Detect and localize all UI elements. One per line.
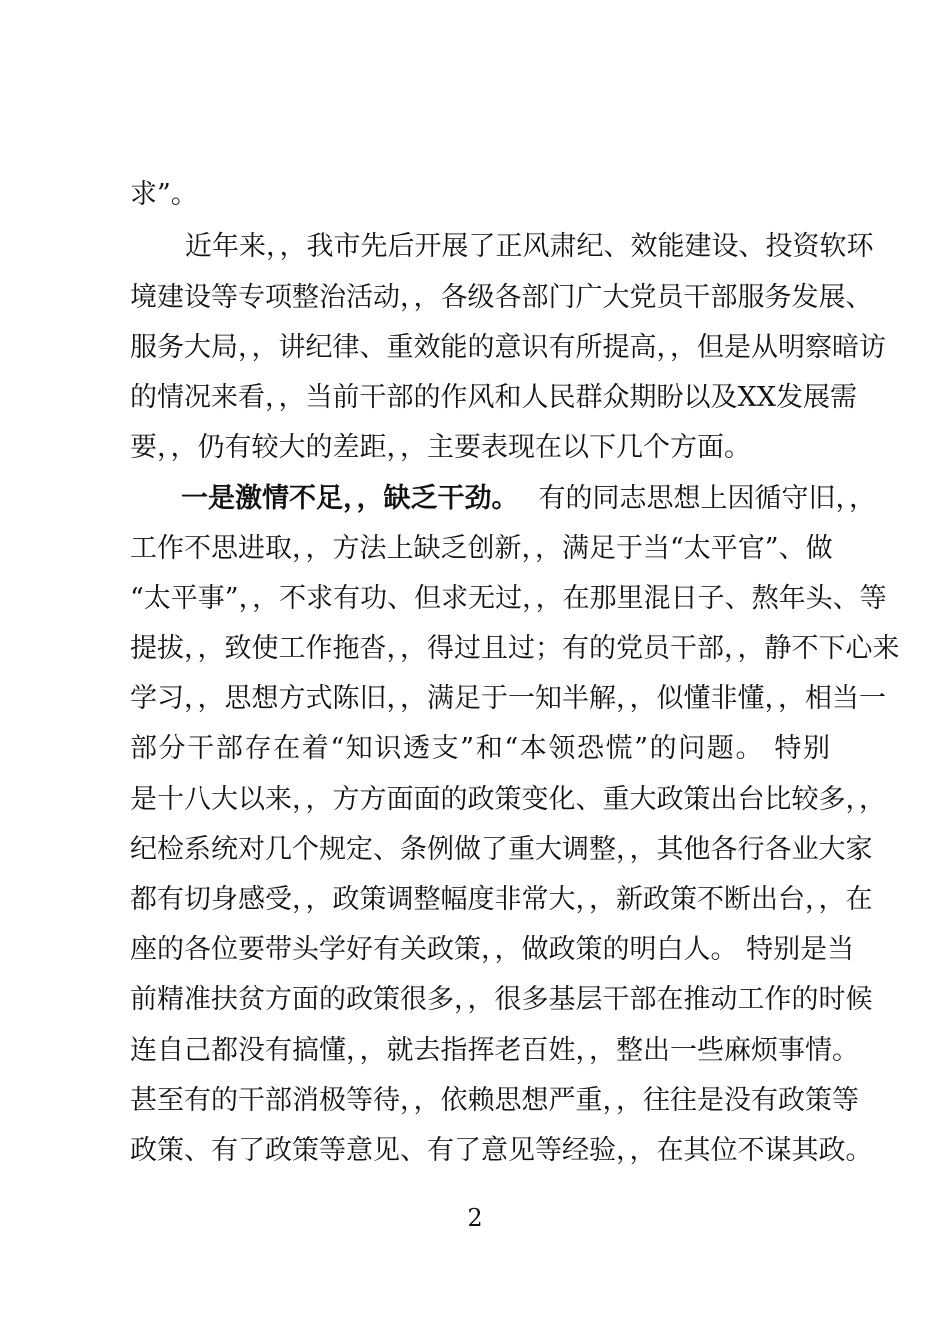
text-line: 服务大局，，讲纪律、重效能的意识有所提高，，但是从明察暗访 xyxy=(130,332,886,363)
text-line: 境建设等专项整治活动，，各级各部门广大党员干部服务发展、 xyxy=(130,282,873,313)
text-line: “太平事”，，不求有功、但求无过，，在那里混日子、熬年头、等 xyxy=(130,583,887,614)
text-line: 求”。 xyxy=(130,179,198,210)
text-line: 的情况来看，，当前干部的作风和人民群众期盼以及XX发展需 xyxy=(130,382,857,413)
text-line: 工作不思进取，，方法上缺乏创新，，满足于当“太平官”、做 xyxy=(130,533,833,564)
text-line: 是十八大以来，，方方面面的政策变化、重大政策出台比较多，， xyxy=(130,784,886,815)
text-line: 提拔，，致使工作拖沓，，得过且过；有的党员干部，，静不下心来 xyxy=(130,633,900,664)
text-line: 座的各位要带头学好有关政策，，做政策的明白人。 特别是当 xyxy=(130,934,855,965)
page-number: 2 xyxy=(467,1204,483,1232)
text-line: 近年来，，我市先后开展了正风肃纪、效能建设、投资软环 xyxy=(185,231,874,262)
text-line: 甚至有的干部消极等待，，依赖思想严重，，往往是没有政策等 xyxy=(130,1085,859,1116)
text-line: 纪检系统对几个规定、条例做了重大调整，，其他各行各业大家 xyxy=(130,834,873,865)
text-line: 都有切身感受，，政策调整幅度非常大，，新政策不断出台，，在 xyxy=(130,884,873,915)
paragraph-heading-line xyxy=(181,482,876,516)
text-line: 学习，，思想方式陈旧，，满足于一知半解，，似懂非懂，，相当一 xyxy=(130,683,886,714)
text-line: 部分干部存在着“知识透支”和“本领恐慌”的问题。 特别 xyxy=(130,733,830,764)
text-line: 要，，仍有较大的差距，，主要表现在以下几个方面。 xyxy=(130,432,751,463)
text-run: 有的同志思想上因循守旧，， xyxy=(538,483,876,514)
text-line: 政策、有了政策等意见、有了意见等经验，，在其位不谋其政。 xyxy=(130,1135,873,1166)
section-heading: 一是激情不足，，缺乏干劲。 xyxy=(181,483,519,514)
text-line: 连自己都没有搞懂，，就去指挥老百姓，，整出一些麻烦事情。 xyxy=(130,1035,859,1066)
text-line: 前精准扶贫方面的政策很多，，很多基层干部在推动工作的时候 xyxy=(130,984,873,1015)
